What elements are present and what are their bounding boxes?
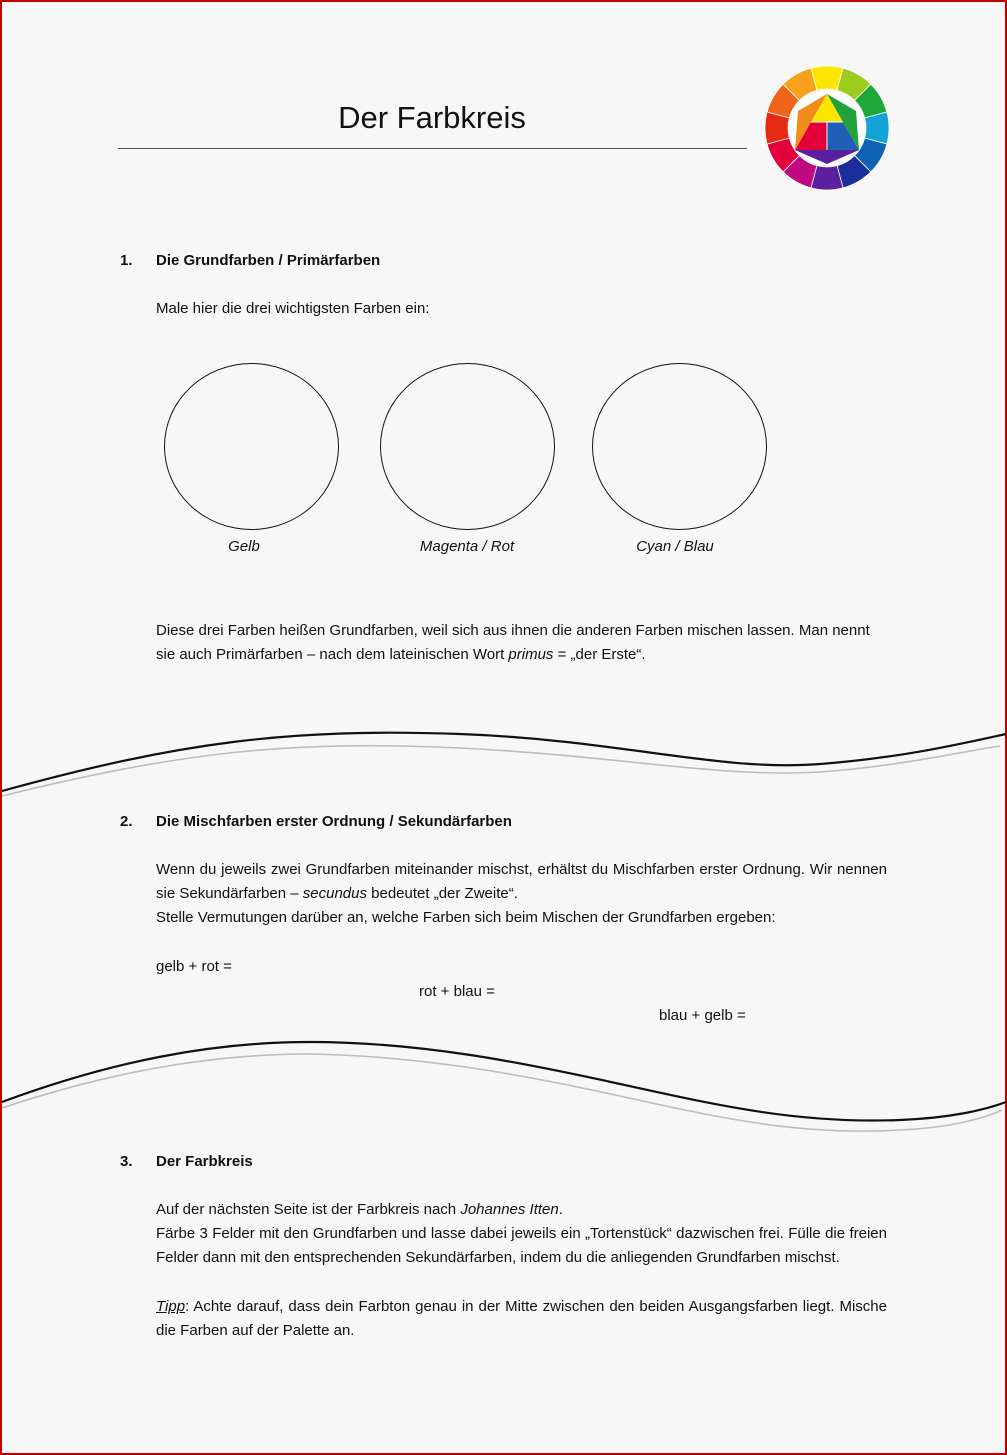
section-1-intro: Male hier die drei wichtigsten Farben ein: [156, 300, 430, 317]
section-2-prompt: Stelle Vermutungen darüber an, welche Farben sich beim Mischen der Grundfarben ergeben: [156, 909, 776, 926]
circle-magenta [380, 363, 555, 530]
color-wheel-icon [764, 64, 890, 192]
page-title: Der Farbkreis [338, 100, 526, 135]
circle-caption-cyan: Cyan / Blau [636, 538, 714, 555]
mix-red-blue: rot + blau = [419, 983, 495, 1000]
mix-blue-yellow: blau + gelb = [659, 1007, 746, 1024]
circle-cyan [592, 363, 767, 530]
section-1-title: Die Grundfarben / Primärfarben [156, 252, 381, 269]
title-rule [118, 148, 747, 149]
section-1-text: Diese drei Farben heißen Grundfarben, weil sich aus ihnen die anderen Farben mischen lassen. Man nennt sie auch Primärfarben – nach dem lateinischen Wort primus = „der Erste“. [156, 622, 870, 664]
section-1-number: 1. [120, 252, 133, 269]
wave-divider-2 [0, 1034, 1007, 1134]
section-2-number: 2. [120, 813, 133, 830]
section-3-instructions: Färbe 3 Felder mit den Grundfarben und lasse dabei jeweils ein „Tortenstück“ dazwischen frei. Fülle die freien Felder dann mit den entsprechenden Sekundärfarben, indem du die anliegenden Grundfarben mischst. [156, 1225, 887, 1267]
circle-yellow [164, 363, 339, 530]
section-3-tip: Tipp: Achte darauf, dass dein Farbton genau in der Mitte zwischen den beiden Ausgangsfarben liegt. Mische die Farben auf der Palette an. [156, 1298, 887, 1340]
circle-caption-yellow: Gelb [228, 538, 260, 555]
circle-caption-magenta: Magenta / Rot [419, 538, 515, 555]
mix-yellow-red: gelb + rot = [156, 958, 232, 975]
tip-label: Tipp [156, 1298, 186, 1315]
wave-divider-1 [0, 722, 1007, 822]
section-2-paragraph: Wenn du jeweils zwei Grundfarben miteinander mischst, erhältst du Mischfarben erster Ordnung. Wir nennen sie Sekundärfarben – secundus bedeutet „der Zweite“. [156, 861, 887, 903]
section-2-title: Die Mischfarben erster Ordnung / Sekundärfarben [156, 813, 512, 830]
section-3-intro: Auf der nächsten Seite ist der Farbkreis nach Johannes Itten. [156, 1201, 563, 1218]
section-3-title: Der Farbkreis [156, 1153, 253, 1170]
section-3-number: 3. [120, 1153, 133, 1170]
